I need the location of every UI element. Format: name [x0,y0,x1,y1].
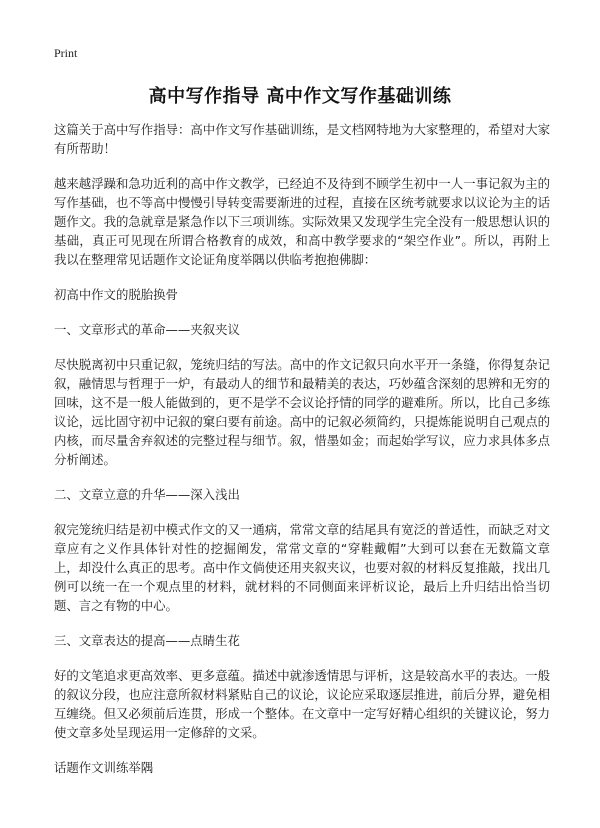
print-label[interactable]: Print [54,46,78,60]
intro-paragraph: 这篇关于高中写作指导：高中作文写作基础训练，是文档网特地为大家整理的，希望对大家有所帮助！ [54,122,550,156]
heading-theme-elevation: 二、文章立意的升华——深入浅出 [54,487,240,502]
paragraph-form-revolution: 尽快脱离初中只重记叙，笼统归结的写法。高中的作文记叙只向水平开一条缝，你得复杂记叙，融情思与哲理于一炉，有最动人的细节和最精美的表达，巧妙蕴含深刻的思辨和无穷的回味，这不是一般人能做到的，更不是学不会议论抒情的同学的避难所。所以，比自己多练议论，远比固守初中记叙的窠臼要有前途。高中的记叙必须简约，只提炼能说明自己观点的内核，而尽量舍弃叙述的完整过程与细节。叙，惜墨如金；而起始学写议，应力求具体多点分析阐述。 [54,357,550,467]
heading-topic-training: 话题作文训练举隅 [54,760,154,775]
heading-expression-improvement: 三、文章表达的提高——点睛生花 [54,633,240,648]
heading-form-revolution: 一、文章形式的革命——夹叙夹议 [54,322,240,337]
paragraph-theme-elevation: 叙完笼统归结是初中模式作文的又一通病，常常文章的结尾具有宽泛的普适性，而缺乏对文章应有之义作具体针对性的挖掘阐发，常常文章的“穿鞋戴帽”大到可以套在无数篇文章上，却没什么真正的思考。高中作文倘使还用夹叙夹议，也要对叙的材料反复推敲，找出几例可以统一在一个观点里的材料，就材料的不同侧面来评析议论，最后上升归结出恰当切题、言之有物的中心。 [54,522,550,613]
paragraph-expression-improvement: 好的文笔追求更高效率、更多意蕴。描述中就渗透情思与评析，这是较高水平的表达。一般的叙议分段，也应注意所叙材料紧贴自己的议论，议论应采取逐层推进，前后分界，避免相互缠绕。但又必须前后连贯，形成一个整体。在文章中一定写好精心组织的关键议论，努力使文章多处呈现运用一定修辞的文采。 [54,668,550,740]
document-body [54,120,550,793]
page-title: 高中写作指导 高中作文写作基础训练 [148,86,452,107]
overview-paragraph: 越来越浮躁和急功近利的高中作文教学，已经迫不及待到不顾学生初中一人一事记叙为主的写作基础，也不等高中慢慢引导转变需要渐进的过程，直接在区统考就要求以议论为主的话题作文。我的急就章是紧急作以下三项训练。实际效果又发现学生完全没有一般思想认识的基础，真正可见现在所谓合格教育的成效，和高中教学要求的“架空作业”。所以，再附上我以在整理常见话题作文论证角度举隅以供临考抱抱佛脚： [54,176,550,267]
section-title: 初高中作文的脱胎换骨 [54,287,178,302]
